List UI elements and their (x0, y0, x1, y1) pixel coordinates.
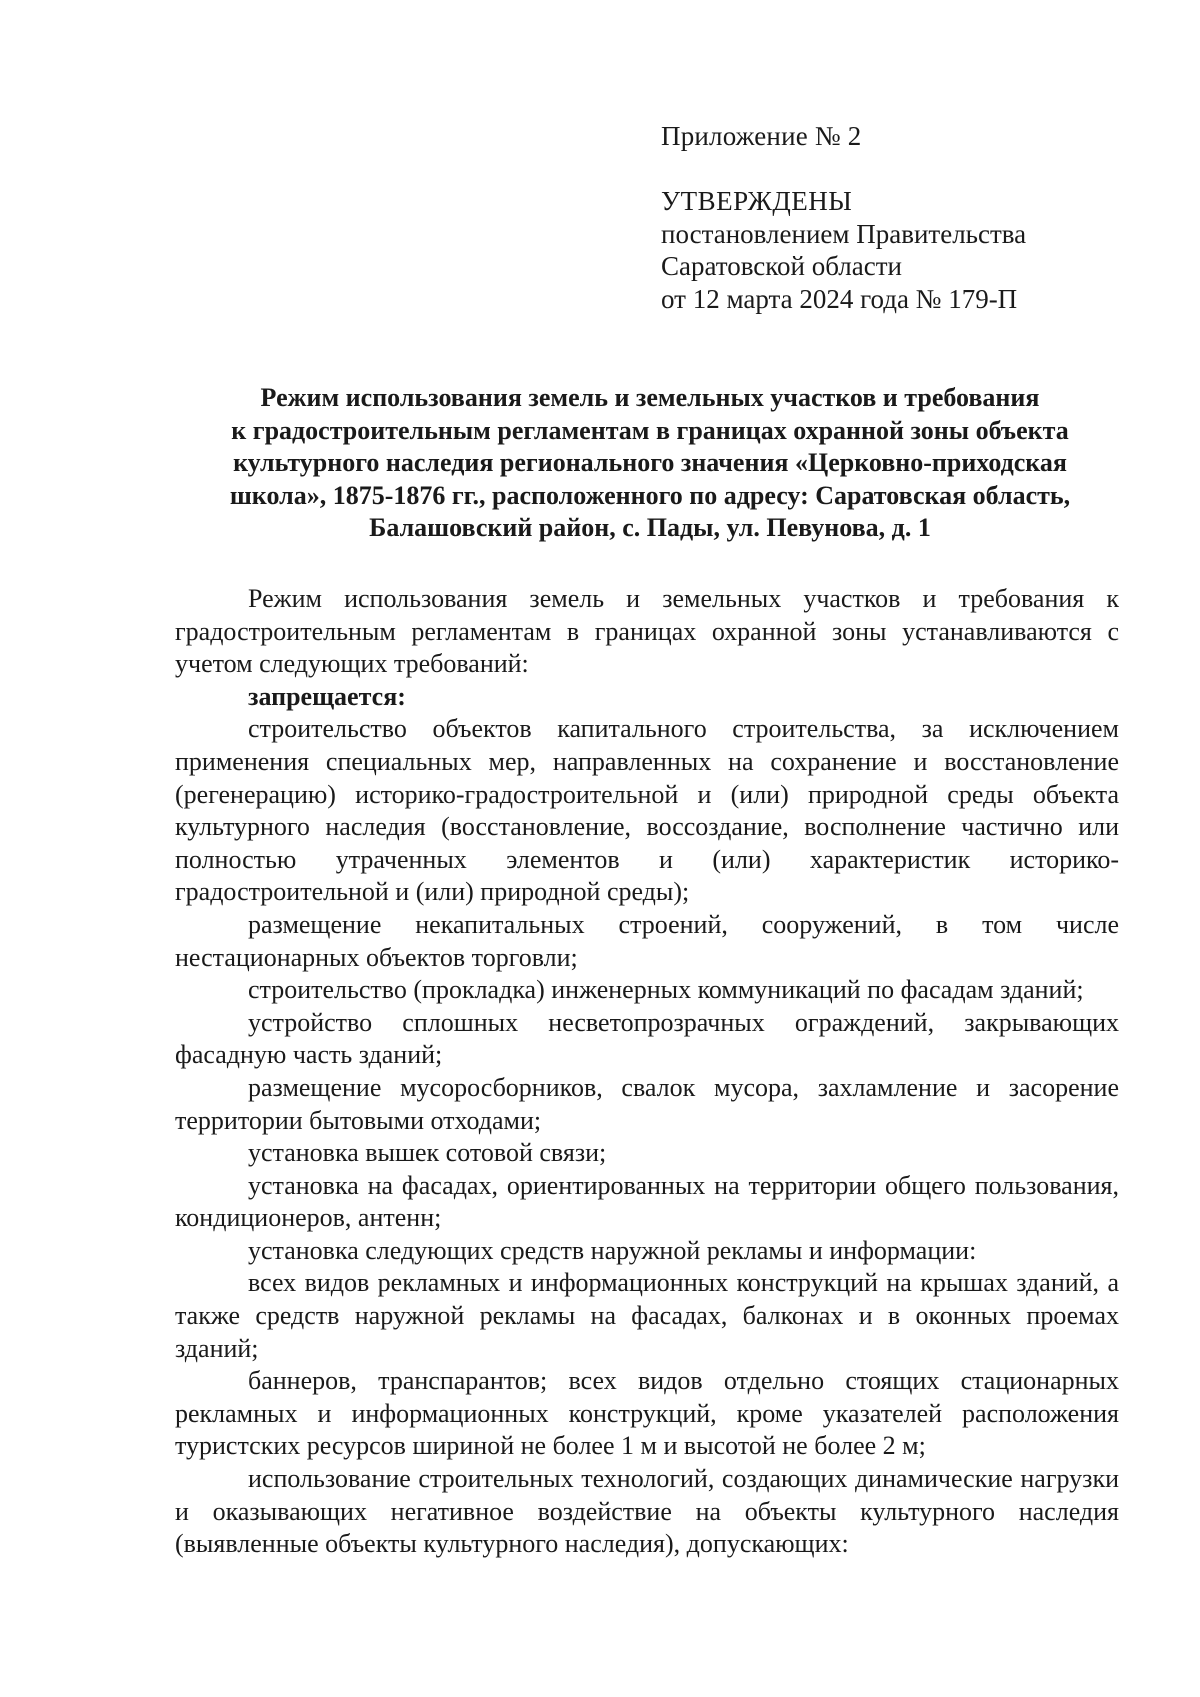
approved-by-line-2: Саратовской области (661, 251, 902, 281)
body-paragraph: установка на фасадах, ориентированных на территории общего пользования, кондиционеров, антенн; (175, 1170, 1119, 1233)
document-body (175, 583, 1119, 1561)
intro-paragraph: Режим использования земель и земельных участков и требования к градостроительным регламентам в границах охранной зоны устанавливаются с учетом следующих требований: (175, 584, 1119, 679)
body-paragraph: всех видов рекламных и информационных конструкций на крышах зданий, а также средств наружной рекламы на фасадах, балконах и в оконных проемах зданий; (175, 1268, 1119, 1363)
body-paragraph: строительство (прокладка) инженерных коммуникаций по фасадам зданий; (248, 975, 1084, 1005)
body-paragraph: баннеров, транспарантов; всех видов отдельно стоящих стационарных рекламных и информационных конструкций, кроме указателей расположения туристских ресурсов шириной не более 1 м и высотой не более 2 м; (175, 1366, 1119, 1461)
title-line: к градостроительным регламентам в границах охранной зоны объекта (231, 415, 1069, 445)
title-line: культурного наследия регионального значения «Церковно-приходская (233, 448, 1067, 477)
body-paragraph: установка вышек сотовой связи; (248, 1138, 607, 1168)
approved-heading: УТВЕРЖДЕНЫ (661, 186, 853, 216)
appendix-number: Приложение № 2 (661, 121, 862, 151)
body-paragraph: размещение некапитальных строений, сооружений, в том числе нестационарных объектов торговли; (175, 909, 1119, 972)
body-paragraph: устройство сплошных несветопрозрачных ограждений, закрывающих фасадную часть зданий; (175, 1007, 1119, 1070)
body-paragraph: использование строительных технологий, создающих динамические нагрузки и оказывающих негативное воздействие на объекты культурного наследия (выявленные объекты культурного наследия), допускающих: (175, 1464, 1119, 1559)
prohibited-heading: запрещается: (248, 681, 406, 711)
approved-date: от 12 марта 2024 года № 179-П (661, 283, 1018, 314)
title-line: Режим использования земель и земельных участков и требования (260, 383, 1040, 412)
approved-by-line-1: постановлением Правительства (661, 218, 1027, 249)
body-paragraph: строительство объектов капитального строительства, за исключением применения специальных мер, направленных на сохранение и восстановление (регенерацию) историко-градостроительной и (или) природной среды объекта культурного наследия (восстановление, воссоздание, восполнение частично или полностью утраченных элементов и (или) характеристик историко-градостроительной и (или) природной среды); (175, 714, 1119, 907)
body-paragraph: размещение мусоросборников, свалок мусора, захламление и засорение территории бытовыми отходами; (175, 1072, 1119, 1135)
body-paragraph: установка следующих средств наружной рекламы и информации: (248, 1235, 977, 1265)
approval-block (661, 185, 1026, 315)
title-line: школа», 1875-1876 гг., расположенного по адресу: Саратовская область, (229, 480, 1071, 510)
title-line: Балашовский район, с. Пады, ул. Певунова, д. 1 (369, 513, 931, 542)
document-title (170, 382, 1130, 545)
